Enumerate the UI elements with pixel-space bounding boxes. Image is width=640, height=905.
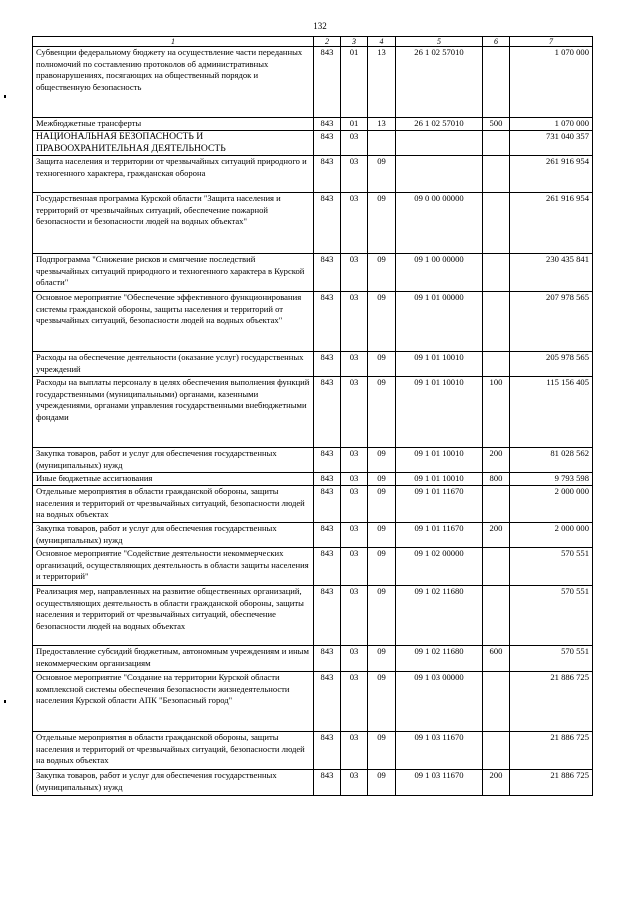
cell-pr: 09	[368, 377, 396, 448]
table-row	[33, 118, 593, 131]
cell-rz: 03	[341, 672, 368, 732]
cell-vr	[483, 548, 510, 586]
cell-name: Отдельные мероприятия в области гражданской обороны, защиты населения и территорий от чрезвычайных ситуаций, безопасности людей на водных объектах	[33, 732, 314, 770]
cell-pr: 09	[368, 523, 396, 548]
cell-vr	[483, 156, 510, 193]
column-header: 5	[396, 37, 483, 47]
cell-csr: 09 0 00 00000	[396, 193, 483, 254]
cell-rz: 03	[341, 193, 368, 254]
cell-pr: 09	[368, 586, 396, 646]
cell-sum: 261 916 954	[510, 193, 593, 254]
cell-vr	[483, 672, 510, 732]
cell-pr: 09	[368, 732, 396, 770]
cell-csr: 09 1 03 11670	[396, 770, 483, 796]
table-row	[33, 672, 593, 732]
page-number: 132	[313, 21, 327, 31]
cell-sum: 21 886 725	[510, 672, 593, 732]
table-row	[33, 156, 593, 193]
column-header: 1	[33, 37, 314, 47]
cell-csr: 09 1 02 11680	[396, 646, 483, 672]
cell-rz: 03	[341, 486, 368, 523]
table-row	[33, 548, 593, 586]
cell-pr: 09	[368, 486, 396, 523]
cell-name: НАЦИОНАЛЬНАЯ БЕЗОПАСНОСТЬ И ПРАВООХРАНИТЕЛЬНАЯ ДЕЯТЕЛЬНОСТЬ	[33, 131, 314, 156]
cell-ved: 843	[314, 118, 341, 131]
cell-csr: 09 1 00 00000	[396, 254, 483, 292]
cell-pr: 09	[368, 193, 396, 254]
cell-ved: 843	[314, 193, 341, 254]
cell-vr: 600	[483, 646, 510, 672]
cell-rz: 03	[341, 156, 368, 193]
margin-mark	[4, 700, 6, 703]
cell-ved: 843	[314, 486, 341, 523]
cell-sum: 570 551	[510, 548, 593, 586]
cell-vr: 500	[483, 118, 510, 131]
cell-name: Закупка товаров, работ и услуг для обеспечения государственных (муниципальных) нужд	[33, 523, 314, 548]
cell-rz: 03	[341, 473, 368, 486]
cell-sum: 21 886 725	[510, 732, 593, 770]
cell-ved: 843	[314, 377, 341, 448]
cell-rz: 03	[341, 586, 368, 646]
cell-name: Закупка товаров, работ и услуг для обеспечения государственных (муниципальных) нужд	[33, 448, 314, 473]
cell-name: Основное мероприятие "Создание на территории Курской области комплексной системы обеспечения безопасности жизнедеятельности населения Курской области АПК "Безопасный город"	[33, 672, 314, 732]
cell-csr: 09 1 01 00000	[396, 292, 483, 352]
cell-pr: 09	[368, 770, 396, 796]
cell-rz: 03	[341, 131, 368, 156]
cell-ved: 843	[314, 448, 341, 473]
table-row	[33, 646, 593, 672]
table-row	[33, 292, 593, 352]
cell-sum: 207 978 565	[510, 292, 593, 352]
cell-ved: 843	[314, 292, 341, 352]
cell-vr	[483, 586, 510, 646]
cell-vr: 200	[483, 523, 510, 548]
cell-rz: 01	[341, 118, 368, 131]
cell-pr: 09	[368, 448, 396, 473]
cell-sum: 731 040 357	[510, 131, 593, 156]
cell-rz: 03	[341, 254, 368, 292]
cell-rz: 03	[341, 292, 368, 352]
cell-name: Основное мероприятие "Обеспечение эффективного функционирования системы гражданской обороны, защиты населения и территорий от чрезвычайных ситуаций, безопасности людей на водных объектах"	[33, 292, 314, 352]
cell-ved: 843	[314, 254, 341, 292]
cell-csr: 26 1 02 57010	[396, 47, 483, 118]
margin-mark	[4, 95, 6, 98]
table-row	[33, 448, 593, 473]
table-row	[33, 131, 593, 156]
cell-sum: 230 435 841	[510, 254, 593, 292]
cell-name: Основное мероприятие "Содействие деятельности некоммерческих организаций, осуществляющих деятельность в области защиты населения и территорий"	[33, 548, 314, 586]
cell-rz: 03	[341, 548, 368, 586]
cell-vr	[483, 131, 510, 156]
cell-vr: 800	[483, 473, 510, 486]
cell-ved: 843	[314, 47, 341, 118]
cell-sum: 205 978 565	[510, 352, 593, 377]
cell-rz: 03	[341, 523, 368, 548]
cell-name: Подпрограмма "Снижение рисков и смягчение последствий чрезвычайных ситуаций природного и техногенного характера в Курской области"	[33, 254, 314, 292]
cell-name: Межбюджетные трансферты	[33, 118, 314, 131]
cell-csr: 09 1 03 00000	[396, 672, 483, 732]
budget-table	[32, 36, 593, 796]
cell-name: Иные бюджетные ассигнования	[33, 473, 314, 486]
cell-csr: 09 1 01 11670	[396, 486, 483, 523]
table-row	[33, 377, 593, 448]
cell-ved: 843	[314, 156, 341, 193]
table-row	[33, 352, 593, 377]
cell-name: Отдельные мероприятия в области гражданской обороны, защиты населения и территорий от чрезвычайных ситуаций, безопасности людей на водных объектах	[33, 486, 314, 523]
cell-sum: 1 070 000	[510, 118, 593, 131]
cell-vr	[483, 193, 510, 254]
cell-sum: 570 551	[510, 646, 593, 672]
cell-rz: 03	[341, 352, 368, 377]
cell-pr: 09	[368, 156, 396, 193]
cell-sum: 261 916 954	[510, 156, 593, 193]
cell-name: Расходы на выплаты персоналу в целях обеспечения выполнения функций государственными (муниципальными) органами, казенными учреждениями, органами управления государственными внебюджетными фондами	[33, 377, 314, 448]
cell-pr: 13	[368, 47, 396, 118]
table-row	[33, 523, 593, 548]
table-row	[33, 254, 593, 292]
cell-csr: 09 1 02 11680	[396, 586, 483, 646]
cell-vr: 100	[483, 377, 510, 448]
cell-ved: 843	[314, 646, 341, 672]
cell-ved: 843	[314, 732, 341, 770]
cell-ved: 843	[314, 586, 341, 646]
cell-pr: 13	[368, 118, 396, 131]
cell-vr	[483, 292, 510, 352]
cell-sum: 570 551	[510, 586, 593, 646]
cell-csr: 09 1 03 11670	[396, 732, 483, 770]
table-row	[33, 486, 593, 523]
table-row	[33, 770, 593, 796]
column-header: 6	[483, 37, 510, 47]
cell-name: Предоставление субсидий бюджетным, автономным учреждениям и иным некоммерческим организациям	[33, 646, 314, 672]
cell-csr: 09 1 02 00000	[396, 548, 483, 586]
cell-sum: 2 000 000	[510, 486, 593, 523]
cell-rz: 03	[341, 646, 368, 672]
cell-vr	[483, 352, 510, 377]
cell-ved: 843	[314, 131, 341, 156]
cell-rz: 03	[341, 732, 368, 770]
cell-csr	[396, 156, 483, 193]
cell-vr	[483, 47, 510, 118]
cell-csr: 26 1 02 57010	[396, 118, 483, 131]
cell-sum: 9 793 598	[510, 473, 593, 486]
cell-name: Субвенции федеральному бюджету на осуществление части переданных полномочий по составлению протоколов об административных правонарушениях, посягающих на общественный порядок и общественную безопасность	[33, 47, 314, 118]
cell-name: Реализация мер, направленных на развитие общественных организаций, осуществляющих деятельность в области гражданской обороны, защиты населения и территорий от чрезвычайных ситуаций, обеспечение безопасности людей на водных объектах	[33, 586, 314, 646]
cell-ved: 843	[314, 352, 341, 377]
cell-pr: 09	[368, 292, 396, 352]
cell-csr: 09 1 01 10010	[396, 448, 483, 473]
table-row	[33, 732, 593, 770]
table-row	[33, 47, 593, 118]
column-header: 2	[314, 37, 341, 47]
cell-vr	[483, 486, 510, 523]
cell-sum: 2 000 000	[510, 523, 593, 548]
cell-csr	[396, 131, 483, 156]
cell-ved: 843	[314, 523, 341, 548]
cell-vr	[483, 732, 510, 770]
cell-vr: 200	[483, 448, 510, 473]
header-row	[33, 37, 593, 47]
cell-rz: 03	[341, 377, 368, 448]
cell-sum: 115 156 405	[510, 377, 593, 448]
cell-name: Расходы на обеспечение деятельности (оказание услуг) государственных учреждений	[33, 352, 314, 377]
cell-csr: 09 1 01 11670	[396, 523, 483, 548]
cell-vr	[483, 254, 510, 292]
cell-ved: 843	[314, 548, 341, 586]
cell-ved: 843	[314, 672, 341, 732]
cell-ved: 843	[314, 473, 341, 486]
column-header: 4	[368, 37, 396, 47]
cell-pr: 09	[368, 548, 396, 586]
cell-sum: 21 886 725	[510, 770, 593, 796]
cell-pr: 09	[368, 646, 396, 672]
cell-rz: 03	[341, 448, 368, 473]
cell-name: Государственная программа Курской области "Защита населения и территорий от чрезвычайных ситуаций, обеспечение пожарной безопасности и безопасности людей на водных объектах"	[33, 193, 314, 254]
cell-pr: 09	[368, 672, 396, 732]
cell-name: Закупка товаров, работ и услуг для обеспечения государственных (муниципальных) нужд	[33, 770, 314, 796]
cell-rz: 01	[341, 47, 368, 118]
cell-sum: 81 028 562	[510, 448, 593, 473]
column-header: 7	[510, 37, 593, 47]
cell-pr: 09	[368, 254, 396, 292]
cell-pr: 09	[368, 473, 396, 486]
cell-name: Защита населения и территории от чрезвычайных ситуаций природного и техногенного характера, гражданская оборона	[33, 156, 314, 193]
column-header: 3	[341, 37, 368, 47]
cell-pr	[368, 131, 396, 156]
cell-csr: 09 1 01 10010	[396, 352, 483, 377]
table-row	[33, 473, 593, 486]
cell-csr: 09 1 01 10010	[396, 377, 483, 448]
cell-vr: 200	[483, 770, 510, 796]
cell-rz: 03	[341, 770, 368, 796]
cell-csr: 09 1 01 10010	[396, 473, 483, 486]
table-row	[33, 193, 593, 254]
cell-ved: 843	[314, 770, 341, 796]
cell-pr: 09	[368, 352, 396, 377]
table-row	[33, 586, 593, 646]
cell-sum: 1 070 000	[510, 47, 593, 118]
